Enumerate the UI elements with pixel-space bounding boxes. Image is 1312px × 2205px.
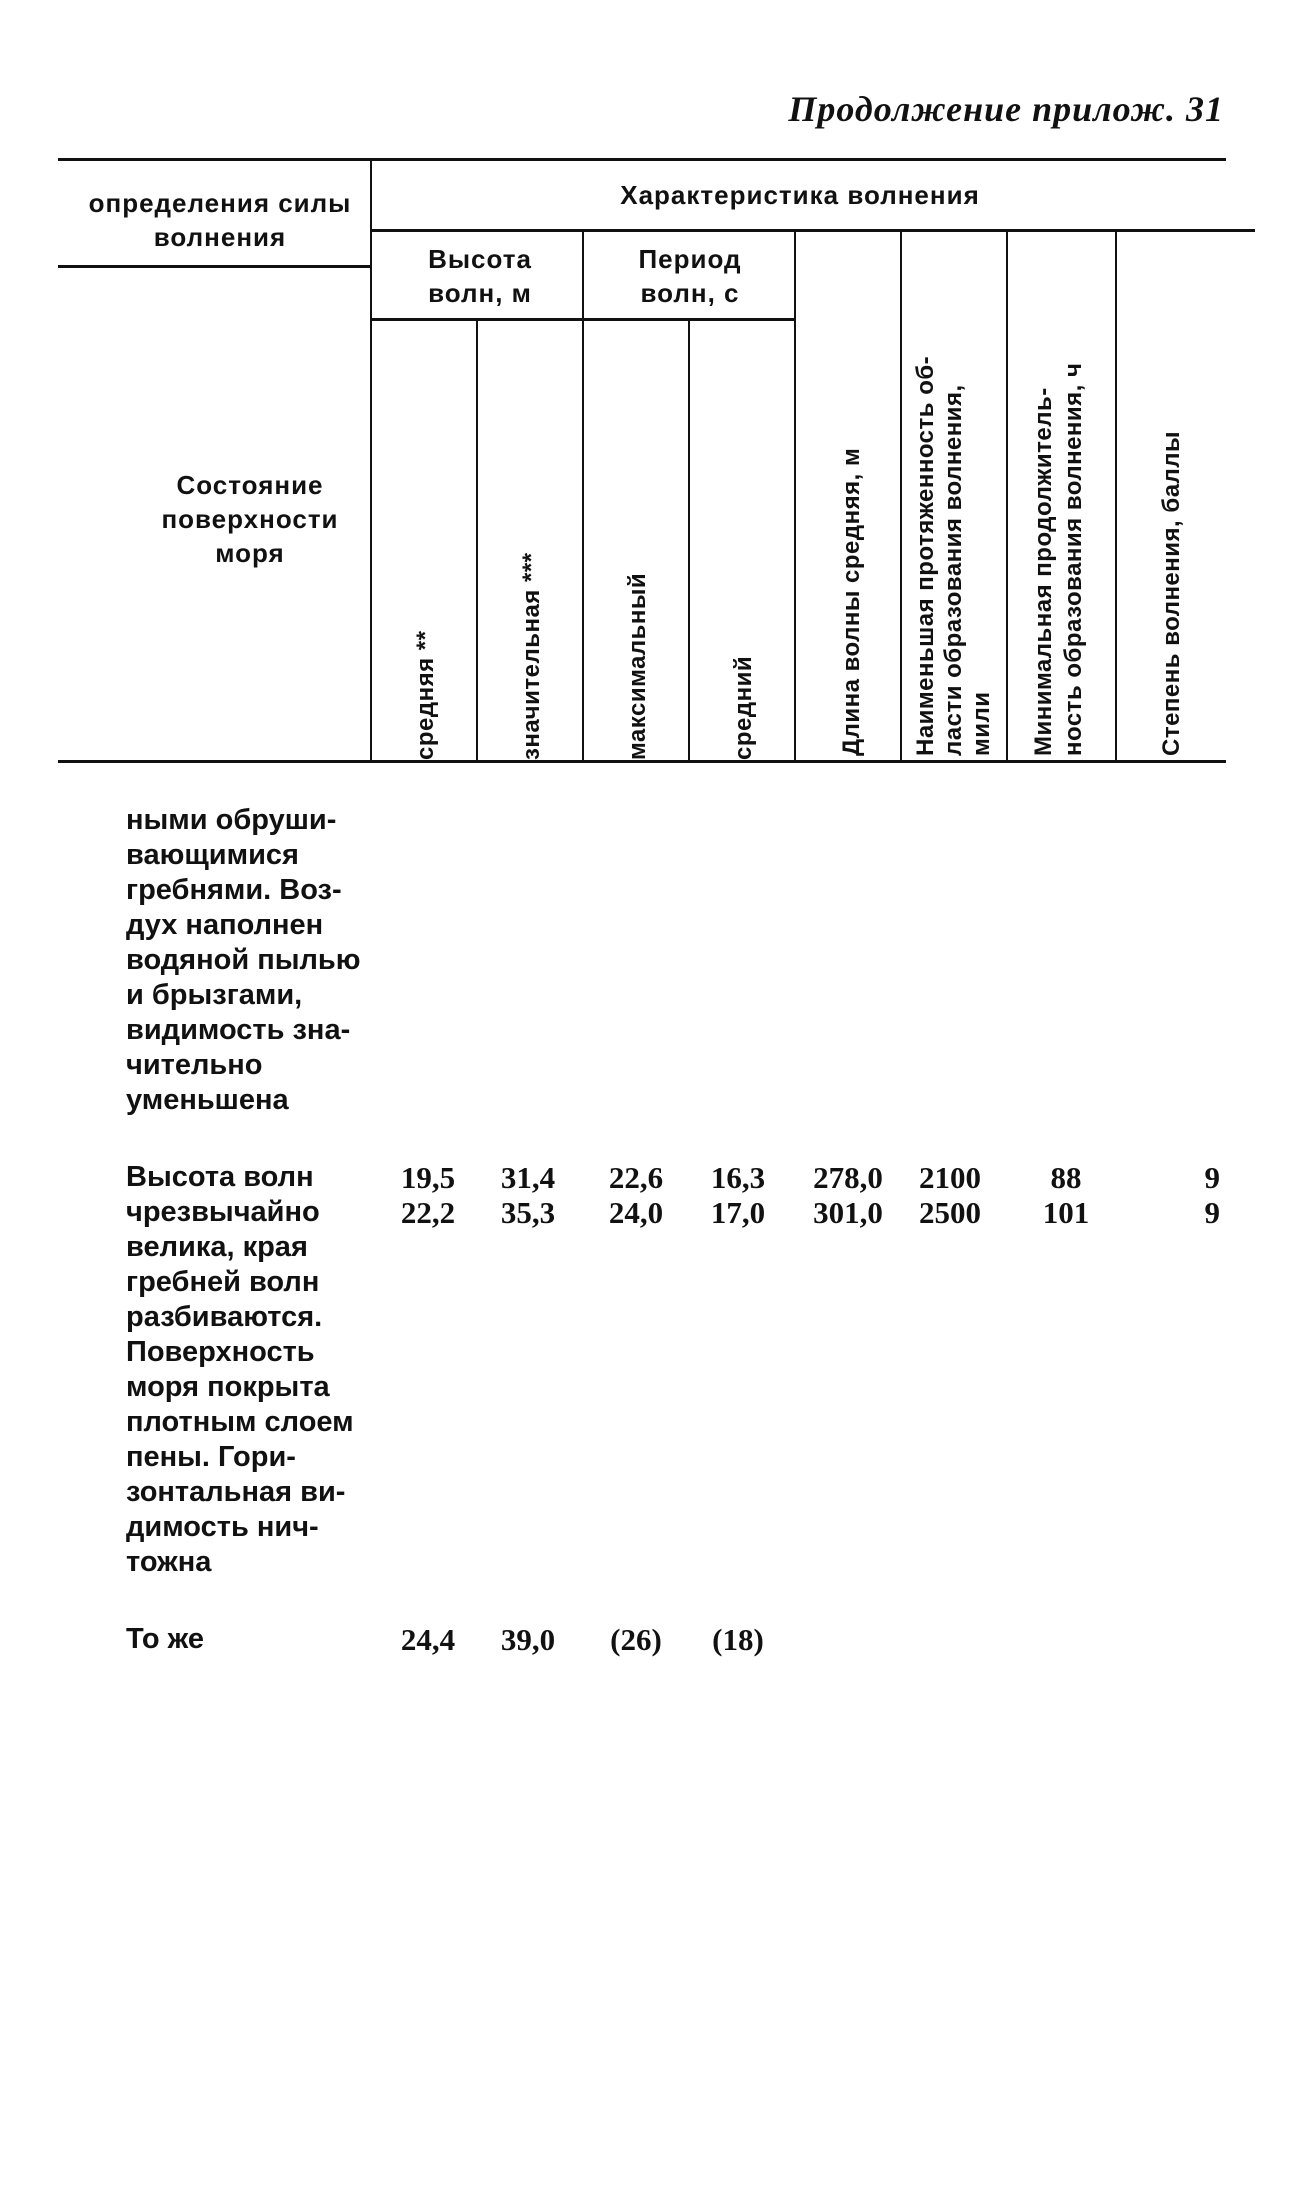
cell-height-sig: 31,4 [500, 1160, 556, 1195]
header-fetch-2: ласти образования волнения, [940, 384, 967, 756]
row0-line: дух наполнен [126, 909, 324, 941]
table-header-bottom-rule [58, 760, 1226, 763]
row0-line: и брызгами, [126, 979, 303, 1011]
row1-line: гребней волн [126, 1266, 320, 1298]
row0-line: гребнями. Воз- [126, 874, 342, 906]
cell-period-avg: (18) [712, 1622, 764, 1657]
header-fetch-3: мили [968, 691, 995, 756]
header-height-sig: значительная *** [518, 552, 545, 760]
vrule-7 [1006, 231, 1008, 762]
row1-description [126, 1160, 366, 1580]
cell-duration: 88 [1050, 1160, 1082, 1195]
cell-period-avg: 17,0 [710, 1195, 766, 1230]
row1-line: пены. Гори- [126, 1441, 296, 1473]
table-rule-group [370, 229, 1255, 232]
vrule-1 [370, 160, 372, 762]
cell-degree: 9 [1204, 1160, 1220, 1195]
row1-line: велика, края [126, 1231, 308, 1263]
row1-line: димость нич- [126, 1511, 319, 1543]
header-period-max: максимальный [624, 572, 651, 760]
header-fetch-1: Наименьшая протяженность об- [912, 355, 939, 756]
row1-line: моря покрыта [126, 1371, 330, 1403]
header-characteristic: Характеристика волнения [620, 180, 980, 210]
cell-height-avg: 22,2 [400, 1195, 456, 1230]
row0-line: водяной пылью [126, 944, 361, 976]
header-method: определения силы волнения [88, 188, 352, 252]
cell-fetch: 2100 [919, 1160, 981, 1195]
cell-height-sig: 39,0 [500, 1622, 556, 1657]
cell-duration: 101 [1042, 1195, 1090, 1230]
row1-line: плотным слоем [126, 1406, 354, 1438]
vrule-4 [688, 320, 690, 762]
cell-height-avg: 24,4 [400, 1622, 456, 1657]
cell-period-max: 24,0 [608, 1195, 664, 1230]
cell-period-avg: 16,3 [710, 1160, 766, 1195]
vrule-3 [582, 231, 584, 762]
header-period-avg: средний [730, 655, 757, 760]
cell-degree: 9 [1204, 1195, 1220, 1230]
row0-description [126, 803, 366, 1118]
page-header: Продолжение прилож. 31 [788, 89, 1224, 129]
cell-height-avg: 19,5 [400, 1160, 456, 1195]
row1-line: разбиваются. [126, 1301, 323, 1333]
row2-description: То же [126, 1623, 204, 1655]
row0-line: ными обруши- [126, 804, 337, 836]
cell-fetch: 2500 [919, 1195, 981, 1230]
vrule-5 [794, 231, 796, 762]
row0-line: вающимися [126, 839, 299, 871]
row1-line: зонтальная ви- [126, 1476, 346, 1508]
vrule-8 [1115, 231, 1117, 762]
row0-line: видимость зна- [126, 1014, 351, 1046]
header-period-group: Период волн, с [638, 244, 742, 308]
header-duration-1: Минимальная продолжитель- [1030, 387, 1057, 756]
header-state: Состояние поверхности моря [161, 470, 339, 568]
table-top-rule [58, 158, 1226, 161]
vrule-2 [476, 320, 478, 762]
header-height-avg: средняя ** [412, 630, 439, 760]
header-degree: Степень волнения, баллы [1158, 430, 1185, 756]
vrule-6 [900, 231, 902, 762]
header-height-group: Высота волн, м [428, 244, 532, 308]
row0-line: чительно [126, 1049, 263, 1081]
cell-height-sig: 35,3 [500, 1195, 556, 1230]
row1-line: тожна [126, 1546, 212, 1578]
row1-line: Высота волн [126, 1161, 314, 1193]
cell-period-max: (26) [610, 1622, 662, 1657]
row1-line: Поверхность [126, 1336, 315, 1368]
header-length: Длина волны средняя, м [838, 447, 865, 756]
header-duration-2: ность образования волнения, ч [1060, 362, 1087, 756]
cell-period-max: 22,6 [608, 1160, 664, 1195]
cell-length: 301,0 [813, 1195, 883, 1230]
table-rule-method [58, 265, 370, 268]
row1-line: чрезвычайно [126, 1196, 320, 1228]
cell-length: 278,0 [813, 1160, 883, 1195]
row0-line: уменьшена [126, 1084, 289, 1116]
